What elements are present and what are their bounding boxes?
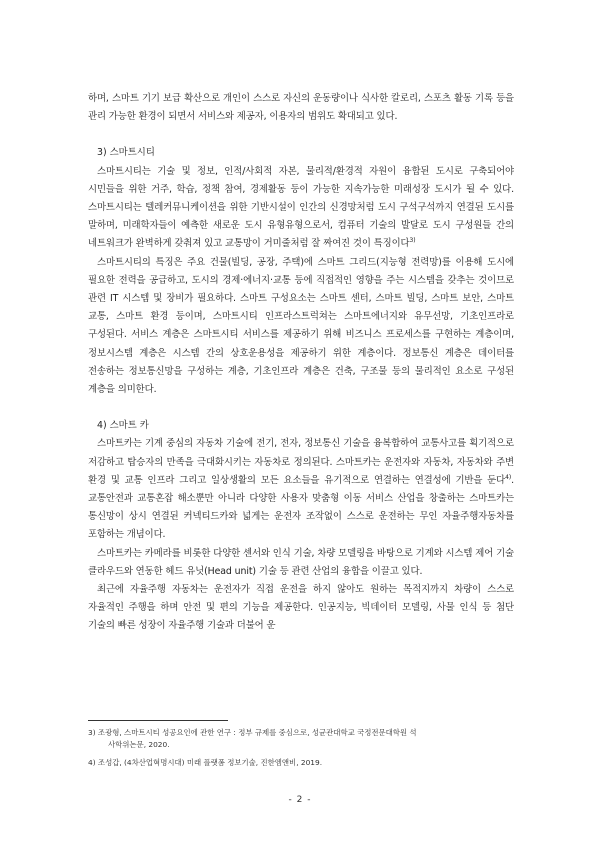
section-heading-smart-city: 3) 스마트시티: [97, 147, 155, 159]
footnote-4: 4) 조성갑, (4차산업혁명시대) 미래 플랫폼 정보기술, 진한엠앤비, 2019.: [88, 758, 323, 767]
smart-car-paragraph-3: 최근에 자율주행 자동차는 운전자가 직접 운전을 하지 않아도 원하는 목적지까지 차량이 스스로 자율적인 주행을 하며 안전 및 편의 기능을 제공한다. 인공지능, 빅데이터 모델링, 사물 인식 등 첨단 기술의 빠른 성장이 자율주행 기술과 더불어 운: [88, 584, 514, 632]
footnotes: [88, 727, 514, 775]
intro-paragraph: 하며, 스마트 기기 보급 확산으로 개인이 스스로 자신의 운동량이나 식사한 칼로리, 스포츠 활동 기록 등을 관리 가능한 환경이 되면서 서비스와 제공자, 이용자의 범위도 확대되고 있다.: [88, 93, 514, 123]
footnote-3-line-1: 3) 조광형, 스마트시티 성공요인에 관한 연구 : 정부 규제를 중심으로, 성균관대학교 국정전문대학원 석: [88, 728, 417, 737]
smart-car-paragraph-2: 스마트카는 카메라를 비롯한 다양한 센서와 인식 기술, 차량 모델링을 바탕으로 기계와 시스템 제어 기술 클라우드와 연동한 헤드 유닛(Head unit) 기술 등 관련 산업의 융합을 이끌고 있다.: [88, 547, 514, 577]
smart-city-paragraph-1-text: 스마트시티는 기술 및 정보, 인적/사회적 자본, 물리적/환경적 자원이 융합된 도시로 구축되어야 시민들을 위한 거주, 학습, 정책 참여, 경제활동 등이 가능한 지속가능한 미래성장 도시가 될 수 있다. 스마트시티는 텔레커뮤니케이션을 위한 기반시설이 인간의 신경망처럼 도시 구석구석까지 연결된 도시를 말하며, 미래학자들이 예측한 새로운 도시 유형유형으로서, 컴퓨터 기술의 발달로 도시 구성원들 간의 네트워크가 완벽하게 갖춰져 있고 교통망이 거미줄처럼 잘 짜여진 것이 특징이다: [88, 165, 514, 250]
section-heading-smart-car: 4) 스마트 카: [97, 420, 149, 432]
spacer: [88, 126, 514, 144]
body-content: [88, 90, 514, 636]
smart-car-paragraph-1-text: 스마트카는 기계 중심의 자동차 기술에 전기, 전자, 정보통신 기술을 융복합하여 교통사고를 획기적으로 저감하고 탑승자의 만족을 극대화시키는 자동차로 정의된다. 스마트카는 운전자와 자동차, 자동차와 주변 환경 및 교통 인프라 그리고 일상생활의 모든 요소들을 유기적으로 연결하는 연결성에 기반을 둔다: [88, 438, 514, 486]
smart-city-paragraph-2: 스마트시티의 특징은 주요 건물(빌딩, 공장, 주택)에 스마트 그리드(지능형 전력망)를 이용해 도시에 필요한 전력을 공급하고, 도시의 경제·에너지·교통 등에 직접적인 영향을 주는 시스템을 갖추는 것이므로 관련 IT 시스템 및 장비가 필요하다. 스마트 구성요소는 스마트 센터, 스마트 빌딩, 스마트 보안, 스마트 교통, 스마트 환경 등이며, 스마트시티 인프라스트럭쳐는 스마트에너지와 유무선망, 기초인프라로 구성된다. 서비스 계층은 스마트시티 서비스를 제공하기 위해 비즈니스 프로세스를 구현하는 계층이며, 정보시스템 계층은 시스템 간의 상호운용성을 제공하기 위한 계층이다. 정보통신 계층은 데이터를 전송하는 정보통신망을 구성하는 계층, 기초인프라 계층은 건축, 구조물 등의 물리적인 요소로 구성된 계층을 의미한다.: [88, 256, 514, 396]
smart-city-paragraph-1: [88, 163, 514, 254]
spacer: [88, 399, 514, 417]
footnote-divider: [88, 720, 228, 721]
footnote-ref-3: 3): [409, 237, 416, 245]
page-number: - 2 -: [288, 795, 312, 805]
smart-car-paragraph-1: [88, 435, 514, 544]
footnote-ref-4: 4): [505, 473, 512, 481]
smart-car-paragraph-1-rest: . 교통안전과 교통혼잡 해소뿐만 아니라 다양한 사용자 맞춤형 이동 서비스 산업을 창출하는 스마트카는 통신망이 상시 연결된 커넥티드카와 넓게는 운전자 조작없이 스스로 운전하는 무인 자율주행자동차를 포함하는 개념이다.: [88, 474, 514, 541]
footnote-3: [88, 727, 514, 751]
footnote-3-line-2: 사학위논문, 2020.: [108, 740, 170, 749]
